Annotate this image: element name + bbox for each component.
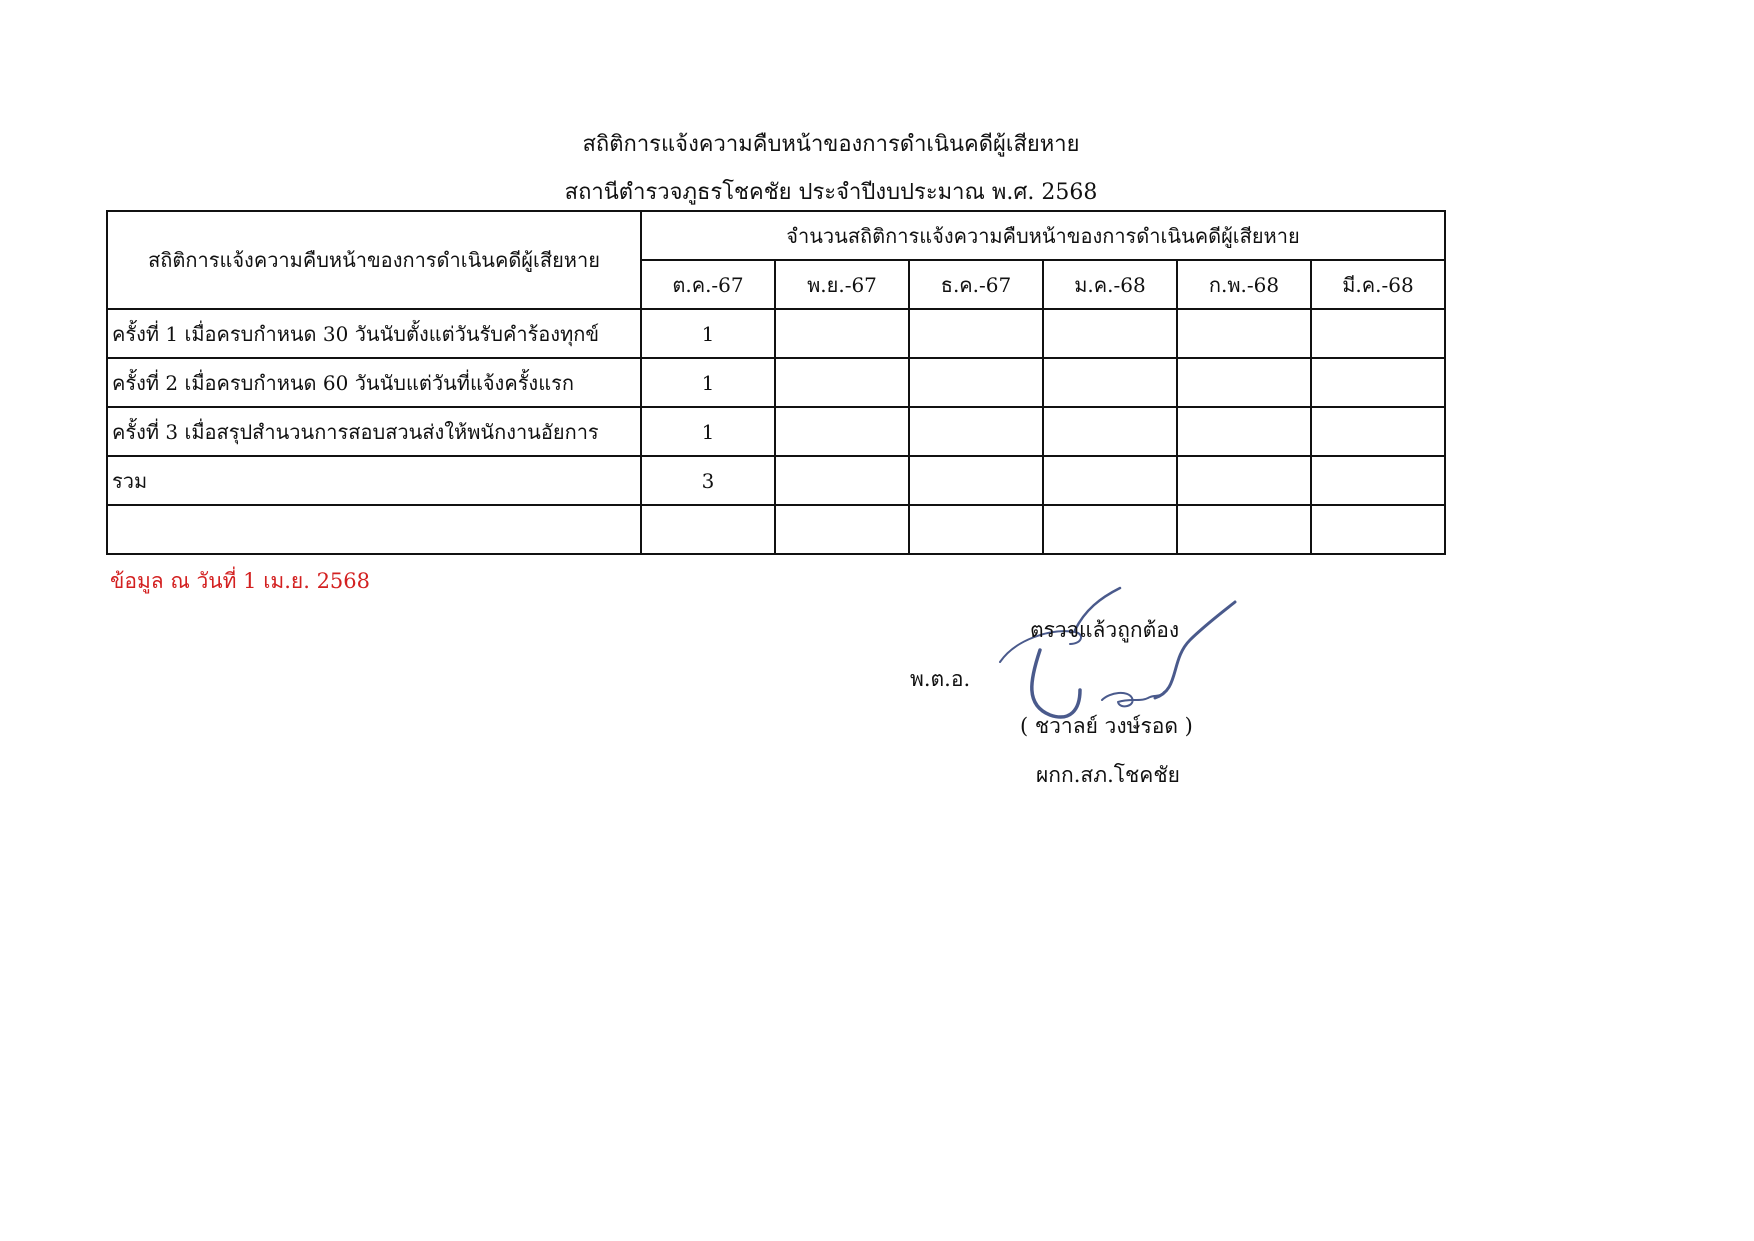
table-cell xyxy=(1177,407,1311,456)
month-header: ต.ค.-67 xyxy=(641,260,775,309)
table-cell xyxy=(1311,407,1445,456)
signer-position: ผกก.สภ.โชคชัย xyxy=(1036,763,1180,787)
signer-name: ( ชวาลย์ วงษ์รอด ) xyxy=(1020,714,1193,738)
row-label: รวม xyxy=(107,456,641,505)
row-header: สถิติการแจ้งความคืบหน้าของการดำเนินคดีผู้เสียหาย xyxy=(107,211,641,309)
table-cell: 3 xyxy=(641,456,775,505)
table-cell xyxy=(1177,358,1311,407)
table-cell xyxy=(1043,456,1177,505)
row-label: ครั้งที่ 3 เมื่อสรุปสำนวนการสอบสวนส่งให้พนักงานอัยการ xyxy=(107,407,641,456)
table-body xyxy=(107,309,1445,554)
table-cell: 1 xyxy=(641,309,775,358)
row-label: ครั้งที่ 2 เมื่อครบกำหนด 60 วันนับแต่วันที่แจ้งครั้งแรก xyxy=(107,358,641,407)
table-row xyxy=(107,456,1445,505)
table-cell xyxy=(1311,309,1445,358)
table-cell xyxy=(775,358,909,407)
table-cell xyxy=(1311,456,1445,505)
signer-rank: พ.ต.อ. xyxy=(910,667,971,691)
table-cell xyxy=(775,505,909,554)
signature-strokes xyxy=(1000,588,1235,717)
month-header: ม.ค.-68 xyxy=(1043,260,1177,309)
table-row xyxy=(107,407,1445,456)
table-cell xyxy=(775,407,909,456)
row-label xyxy=(107,505,641,554)
statistics-table xyxy=(106,210,1446,555)
table-cell: 1 xyxy=(641,358,775,407)
table-cell xyxy=(1311,505,1445,554)
month-header: ก.พ.-68 xyxy=(1177,260,1311,309)
table-row xyxy=(107,309,1445,358)
group-header: จำนวนสถิติการแจ้งความคืบหน้าของการดำเนินคดีผู้เสียหาย xyxy=(641,211,1445,260)
document-title: สถิติการแจ้งความคืบหน้าของการดำเนินคดีผู้เสียหาย xyxy=(582,132,1080,157)
document-subtitle: สถานีตำรวจภูธรโชคชัย ประจำปีงบประมาณ พ.ศ. 2568 xyxy=(564,180,1098,205)
table-cell xyxy=(775,309,909,358)
table-row xyxy=(107,505,1445,554)
table-cell xyxy=(909,358,1043,407)
month-header: ธ.ค.-67 xyxy=(909,260,1043,309)
table-cell xyxy=(1177,505,1311,554)
table-cell xyxy=(909,309,1043,358)
table-cell xyxy=(1043,505,1177,554)
row-label: ครั้งที่ 1 เมื่อครบกำหนด 30 วันนับตั้งแต่วันรับคำร้องทุกข์ xyxy=(107,309,641,358)
month-header: พ.ย.-67 xyxy=(775,260,909,309)
table-cell xyxy=(909,505,1043,554)
table-cell xyxy=(1043,309,1177,358)
table-cell xyxy=(909,456,1043,505)
table-cell xyxy=(909,407,1043,456)
table-cell xyxy=(641,505,775,554)
table-cell xyxy=(1177,456,1311,505)
verification-text: ตรวจแล้วถูกต้อง xyxy=(1030,618,1180,642)
table-cell xyxy=(775,456,909,505)
table-row xyxy=(107,358,1445,407)
data-date-note: ข้อมูล ณ วันที่ 1 เม.ย. 2568 xyxy=(110,569,371,593)
table-cell xyxy=(1311,358,1445,407)
table-cell xyxy=(1043,407,1177,456)
table-cell: 1 xyxy=(641,407,775,456)
table-cell xyxy=(1177,309,1311,358)
month-header: มี.ค.-68 xyxy=(1311,260,1445,309)
table-cell xyxy=(1043,358,1177,407)
